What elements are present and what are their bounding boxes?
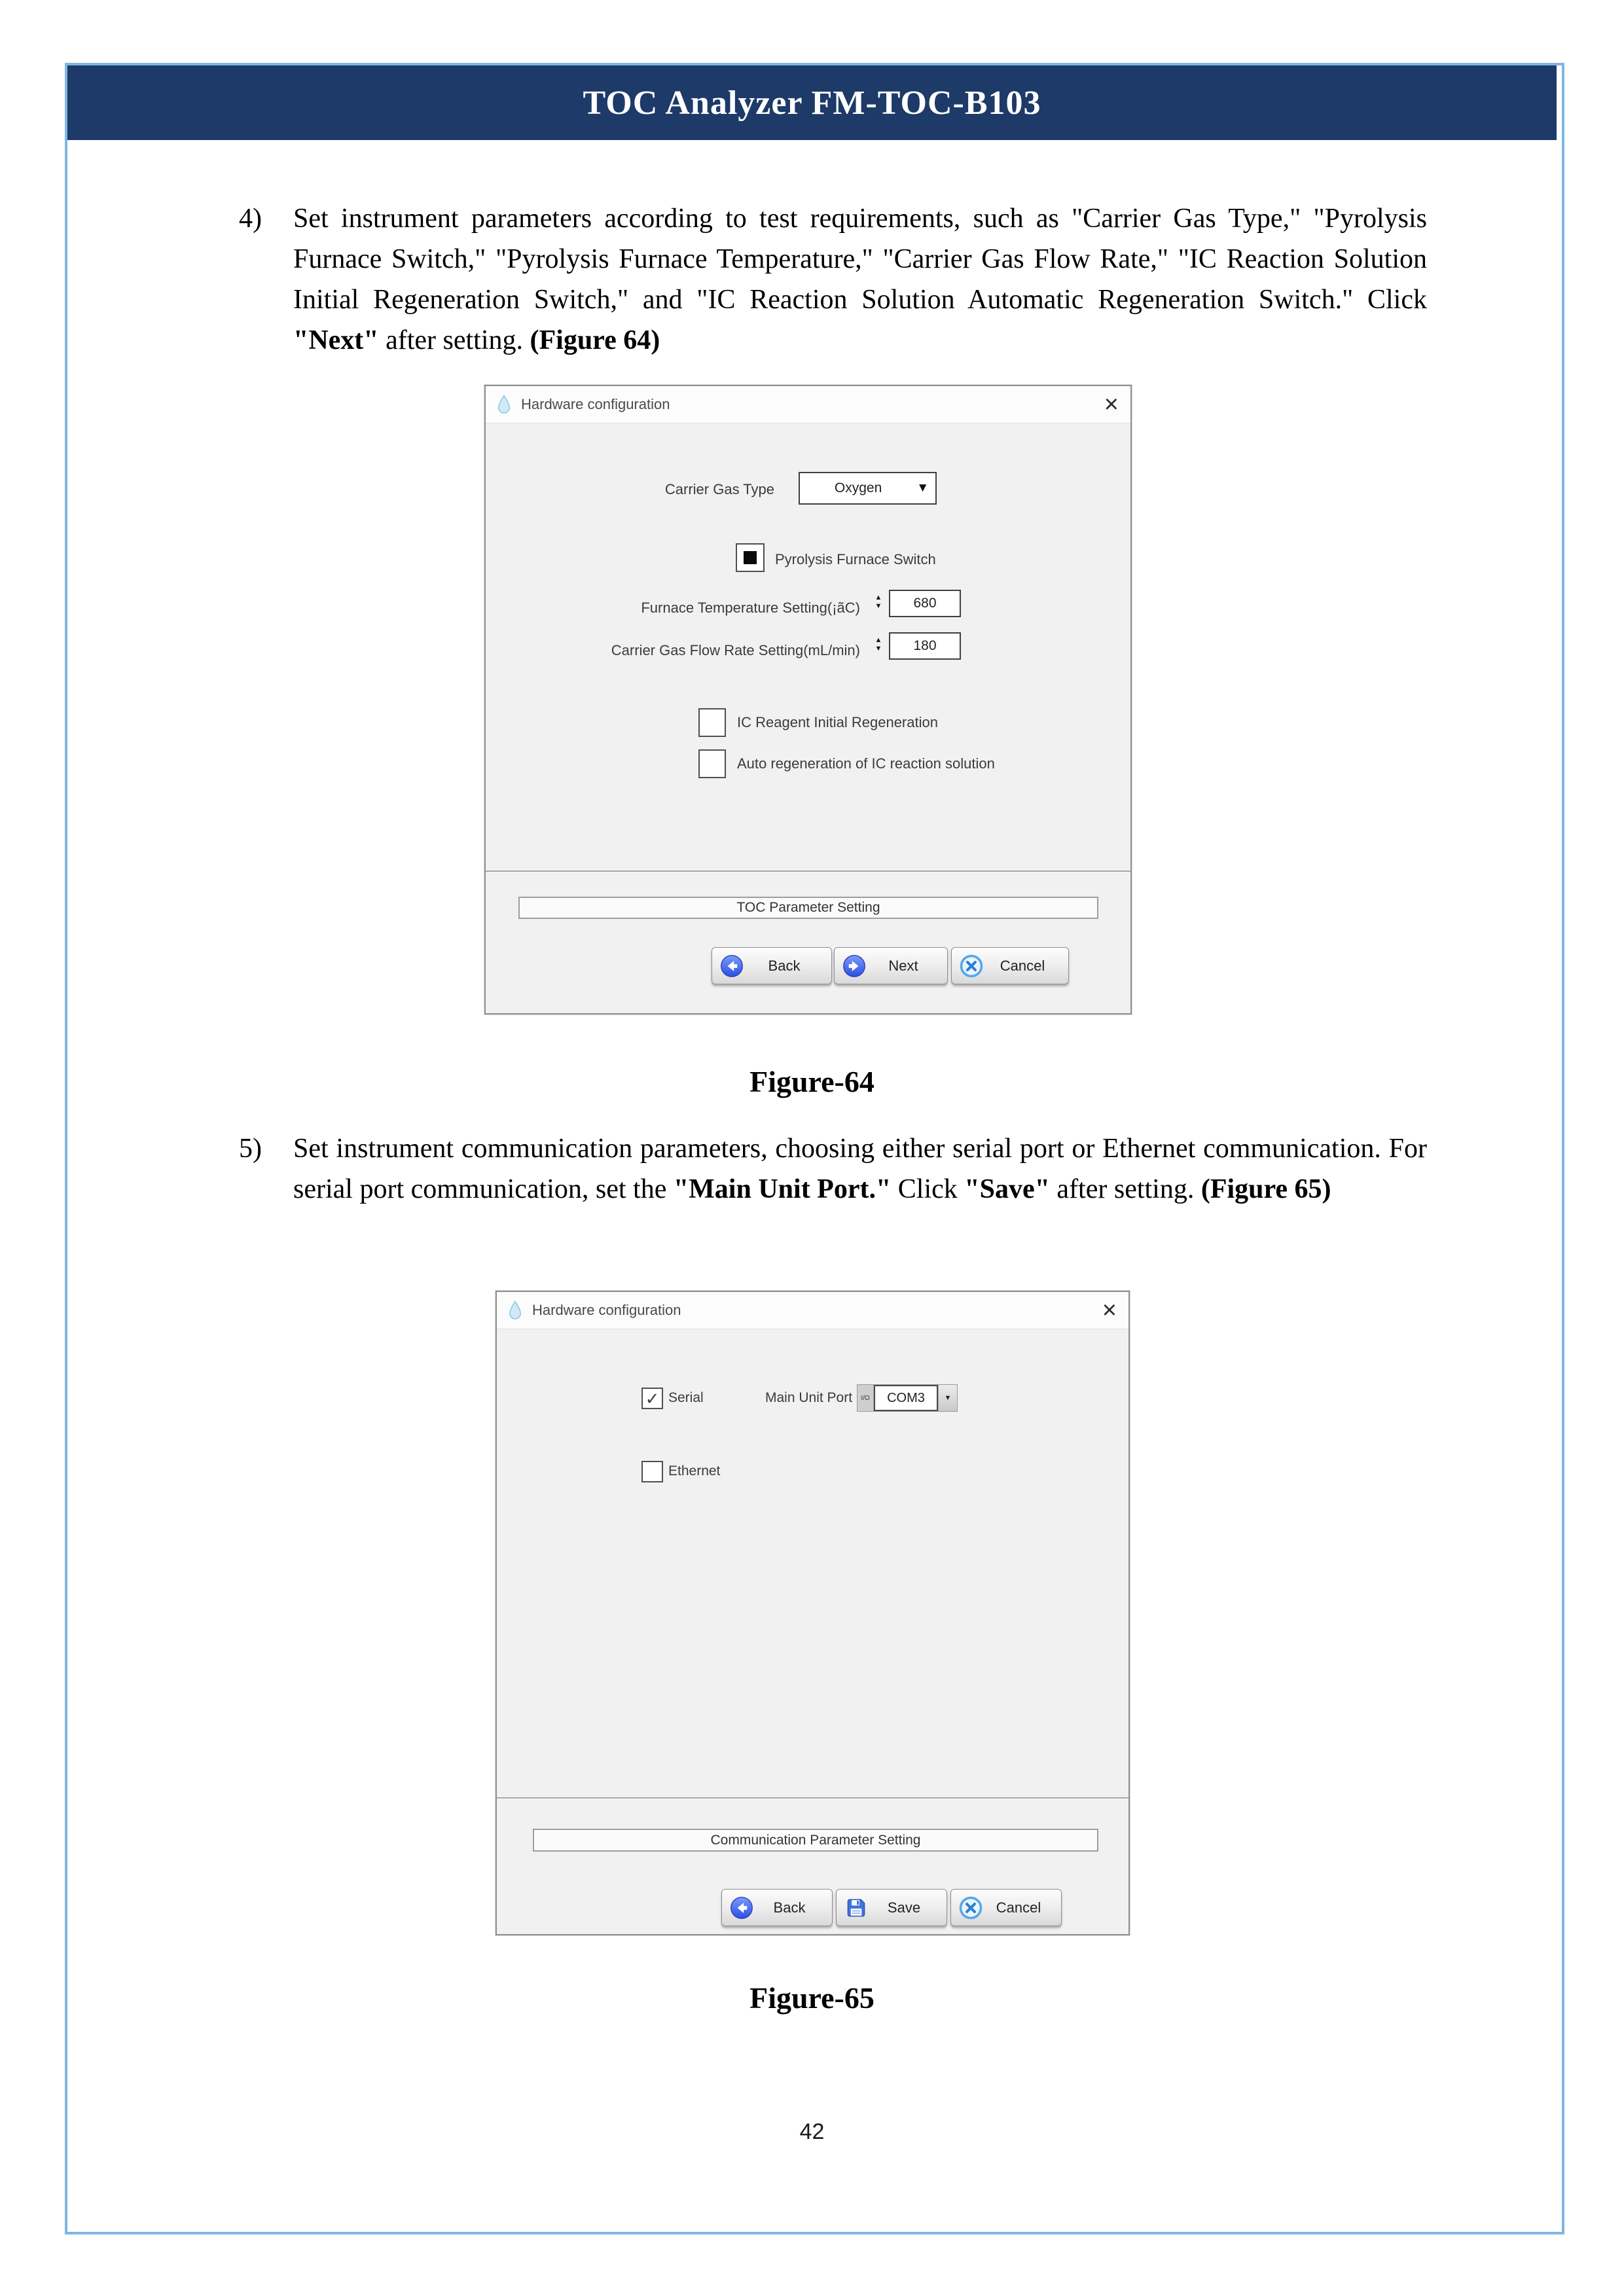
- auto-regeneration-checkbox[interactable]: [698, 749, 726, 778]
- step-text-segment: Set instrument communication parameters, choosing either serial port or Ethernet communication. For serial port communication, set the: [293, 1134, 1427, 1204]
- next-arrow-icon: [842, 954, 866, 978]
- communication-parameter-setting-progressbar: [533, 1829, 1098, 1852]
- main-unit-port-value: COM3: [874, 1385, 938, 1411]
- step-text-segment: after setting.: [378, 325, 530, 355]
- main-unit-port-combo[interactable]: [857, 1384, 958, 1412]
- page-title: TOC Analyzer FM-TOC-B103: [583, 84, 1041, 122]
- serial-label: Serial: [668, 1390, 704, 1405]
- dialog-title: Hardware configuration: [521, 396, 670, 412]
- figure-64-caption: Figure-64: [749, 1065, 875, 1098]
- back-arrow-icon: [720, 954, 744, 978]
- flow-rate-input[interactable]: 180: [889, 632, 961, 660]
- step-5: [239, 1128, 1427, 1210]
- step-4: [239, 198, 1427, 361]
- dialog-separator: [497, 1797, 1128, 1799]
- hardware-configuration-dialog-65: [496, 1291, 1130, 1935]
- cancel-x-icon: [960, 954, 983, 978]
- figure-65-caption: Figure-65: [749, 1981, 875, 2015]
- dialog-titlebar: [497, 1292, 1128, 1329]
- carrier-gas-flow-rate-label: Carrier Gas Flow Rate Setting(mL/min): [611, 642, 860, 658]
- ic-reagent-initial-regeneration-checkbox[interactable]: [698, 708, 726, 737]
- save-button-label: Save: [887, 1899, 921, 1916]
- next-emphasis: "Next": [293, 325, 379, 355]
- back-button-label: Back: [768, 957, 801, 974]
- flow-rate-spinner[interactable]: [873, 636, 884, 653]
- water-drop-icon: [507, 1300, 523, 1320]
- step-text-segment: after setting.: [1049, 1174, 1201, 1204]
- figure-reference: (Figure 65): [1200, 1174, 1331, 1204]
- pyrolysis-furnace-switch-label: Pyrolysis Furnace Switch: [775, 551, 936, 567]
- save-button[interactable]: [836, 1889, 947, 1926]
- serial-checkbox[interactable]: [641, 1388, 663, 1409]
- pyrolysis-furnace-switch-checkbox[interactable]: [736, 543, 765, 572]
- cancel-button[interactable]: [950, 1889, 1062, 1926]
- dialog-titlebar: [486, 386, 1130, 423]
- dropdown-button[interactable]: [938, 1385, 957, 1411]
- checkmark-icon: ✓: [645, 1388, 660, 1408]
- dialog-title: Hardware configuration: [532, 1302, 681, 1318]
- spin-up-icon[interactable]: ▲: [875, 636, 882, 644]
- dropdown-arrow-icon: ▼: [944, 1394, 952, 1402]
- ethernet-label: Ethernet: [668, 1463, 721, 1479]
- cancel-button-label: Cancel: [996, 1899, 1041, 1916]
- save-floppy-icon: [844, 1896, 868, 1920]
- step-text-segment: Click: [891, 1174, 965, 1204]
- furnace-temperature-input[interactable]: 680: [889, 590, 961, 617]
- figure-reference: (Figure 64): [530, 325, 660, 355]
- main-unit-port-emphasis: "Main Unit Port.": [673, 1174, 892, 1204]
- close-icon[interactable]: ×: [1104, 391, 1119, 418]
- step-text: [293, 1128, 1427, 1210]
- furnace-temperature-spinner[interactable]: [873, 594, 884, 611]
- toc-parameter-setting-progressbar: [518, 897, 1098, 919]
- cancel-x-icon: [959, 1896, 983, 1920]
- auto-regeneration-label: Auto regeneration of IC reaction solution: [737, 755, 995, 772]
- back-arrow-icon: [730, 1896, 753, 1920]
- carrier-gas-type-dropdown[interactable]: [799, 472, 937, 505]
- back-button[interactable]: [721, 1889, 833, 1926]
- cancel-button[interactable]: [951, 947, 1069, 984]
- spin-up-icon[interactable]: ▲: [875, 594, 882, 601]
- step-number: 5): [239, 1134, 262, 1164]
- spin-down-icon[interactable]: ▼: [875, 602, 882, 610]
- back-button[interactable]: [712, 947, 832, 984]
- cancel-button-label: Cancel: [1000, 957, 1045, 974]
- carrier-gas-type-label: Carrier Gas Type: [664, 481, 774, 497]
- dialog-separator: [486, 870, 1130, 872]
- hardware-configuration-dialog-64: [484, 385, 1132, 1014]
- main-unit-port-label: Main Unit Port: [765, 1390, 853, 1405]
- dropdown-arrow-icon: ▼: [916, 481, 929, 495]
- spin-down-icon[interactable]: ▼: [875, 645, 882, 653]
- checkbox-filled-mark: [744, 551, 757, 564]
- step-number: 4): [239, 204, 262, 234]
- next-button[interactable]: [834, 947, 948, 984]
- save-emphasis: "Save": [964, 1174, 1050, 1204]
- furnace-temperature-label: Furnace Temperature Setting(¡ãC): [641, 600, 860, 616]
- ic-reagent-initial-regeneration-label: IC Reagent Initial Regeneration: [737, 714, 938, 730]
- progressbar-text: TOC Parameter Setting: [736, 900, 880, 915]
- close-icon[interactable]: ×: [1102, 1297, 1117, 1324]
- io-icon: I/O: [857, 1385, 874, 1411]
- carrier-gas-type-value: Oxygen: [834, 480, 882, 495]
- step-text-segment: Set instrument parameters according to test requirements, such as "Carrier Gas Type," "Pyrolysis Furnace Switch," "Pyrolysis Furnace Temperature," "Carrier Gas Flow Rate," "IC Reaction Solution Initial Regeneration Switch," and "IC Reaction Solution Automatic Regeneration Switch." Click: [293, 204, 1427, 315]
- ethernet-checkbox[interactable]: [641, 1461, 663, 1482]
- page-number: 42: [799, 2119, 825, 2144]
- page-header: [67, 65, 1557, 140]
- step-text: [293, 198, 1427, 361]
- water-drop-icon: [496, 395, 512, 414]
- next-button-label: Next: [888, 957, 918, 974]
- progressbar-text: Communication Parameter Setting: [710, 1832, 921, 1848]
- back-button-label: Back: [773, 1899, 806, 1916]
